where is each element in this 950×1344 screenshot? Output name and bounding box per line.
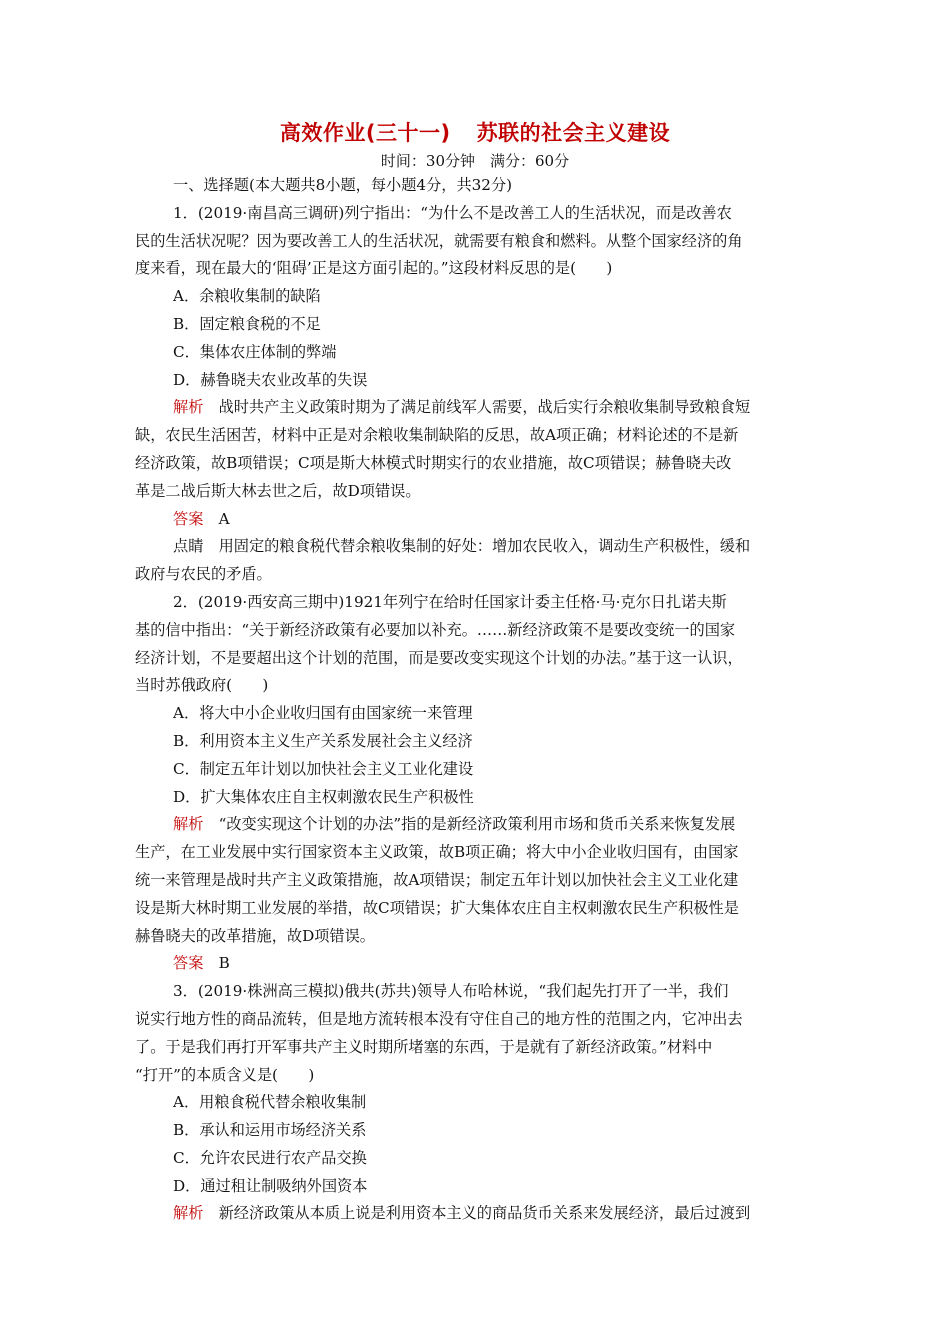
title-left: 高效作业(三十一) xyxy=(279,121,451,145)
q1-tip-line: 点睛 用固定的粮食税代替余粮收集制的好处：增加农民收入，调动生产积极性，缓和 xyxy=(173,537,751,556)
q2-option-c: C．制定五年计划以加快社会主义工业化建设 xyxy=(173,759,474,778)
time-score: 时间：30分钟 满分：60分 xyxy=(380,152,570,170)
q2-analysis-line xyxy=(135,811,815,839)
answer-label: 答案 xyxy=(173,954,204,973)
q1-option-b: B．固定粮食税的不足 xyxy=(173,314,321,333)
q2-stem-line: 2．(2019·西安高三期中)1921年列宁在给时任国家计委主任格·马·克尔日扎诺夫斯 xyxy=(173,592,727,611)
title-right: 苏联的社会主义建设 xyxy=(476,121,671,145)
q2-stem-line: 基的信中指出：“关于新经济政策有必要加以补充。……新经济政策不是要改变统一的国家 xyxy=(135,620,736,639)
q3-stem-line: “打开”的本质含义是( ) xyxy=(135,1065,315,1084)
answer-label: 答案 xyxy=(173,509,204,528)
q3-analysis-line xyxy=(135,1200,815,1228)
analysis-text: 战时共产主义政策时期为了满足前线军人需要，战后实行余粮收集制导致粮食短 xyxy=(203,398,751,417)
q2-option-d: D．扩大集体农庄自主权刺激农民生产积极性 xyxy=(173,787,474,806)
section-heading: 一、选择题(本大题共8小题，每小题4分，共32分) xyxy=(173,176,513,194)
q2-analysis-line: 设是斯大林时期工业发展的举措，故C项错误；扩大集体农庄自主权刺激农民生产积极性是 xyxy=(135,898,739,917)
q1-analysis-line: 革是二战后斯大林去世之后，故D项错误。 xyxy=(135,481,421,500)
q3-stem-line: 了。于是我们再打开军事共产主义时期所堵塞的东西，于是就有了新经济政策。”材料中 xyxy=(135,1037,713,1056)
analysis-text: 新经济政策从本质上说是利用资本主义的商品货币关系来发展经济，最后过渡到 xyxy=(203,1204,751,1223)
q1-analysis-line: 缺，农民生活困苦，材料中正是对余粮收集制缺陷的反思，故A项正确；材料论述的不是新 xyxy=(135,426,739,445)
q1-tip-line: 政府与农民的矛盾。 xyxy=(135,565,272,584)
q2-option-b: B．利用资本主义生产关系发展社会主义经济 xyxy=(173,731,473,750)
q2-option-a: A．将大中小企业收归国有由国家统一来管理 xyxy=(173,704,473,723)
q1-stem-line: 度来看，现在最大的‘阻碍’正是这方面引起的。”这段材料反思的是( ) xyxy=(135,259,613,278)
answer-value: A xyxy=(203,509,230,528)
q3-stem-line: 3．(2019·株洲高三模拟)俄共(苏共)领导人布哈林说，“我们起先打开了一半，我们 xyxy=(173,982,729,1001)
q3-option-d: D．通过租让制吸纳外国资本 xyxy=(173,1176,368,1195)
q2-analysis-line: 生产，在工业发展中实行国家资本主义政策，故B项正确；将大中小企业收归国有，由国家 xyxy=(135,843,739,862)
q1-option-d: D．赫鲁晓夫农业改革的失误 xyxy=(173,370,368,389)
analysis-label: 解析 xyxy=(173,1204,204,1223)
q1-answer-line xyxy=(135,506,815,534)
page-title xyxy=(135,118,815,148)
q1-option-c: C．集体农庄体制的弊端 xyxy=(173,342,337,361)
q2-analysis-line: 赫鲁晓夫的改革措施，故D项错误。 xyxy=(135,926,375,945)
q3-option-a: A．用粮食税代替余粮收集制 xyxy=(173,1093,367,1112)
q1-option-a: A．余粮收集制的缺陷 xyxy=(173,287,321,306)
analysis-label: 解析 xyxy=(173,815,204,834)
q2-stem-line: 经济计划，不是要超出这个计划的范围，而是要改变实现这个计划的办法。”基于这一认识， xyxy=(135,648,743,667)
answer-value: B xyxy=(203,954,230,973)
q3-stem-line: 说实行地方性的商品流转，但是地方流转根本没有守住自己的地方性的范围之内，它冲出去 xyxy=(135,1009,743,1028)
analysis-text: “改变实现这个计划的办法”指的是新经济政策利用市场和货币关系来恢复发展 xyxy=(203,815,736,834)
q2-answer-line xyxy=(135,950,815,978)
q3-option-b: B．承认和运用市场经济关系 xyxy=(173,1121,367,1140)
q1-analysis-line: 经济政策，故B项错误；C项是斯大林模式时期实行的农业措施，故C项错误；赫鲁晓夫改 xyxy=(135,453,732,472)
q3-option-c: C．允许农民进行农产品交换 xyxy=(173,1148,367,1167)
q1-analysis-line xyxy=(135,394,815,422)
q2-stem-line: 当时苏俄政府( ) xyxy=(135,676,269,695)
q2-analysis-line: 统一来管理是战时共产主义政策措施，故A项错误；制定五年计划以加快社会主义工业化建 xyxy=(135,870,739,889)
document-page xyxy=(135,118,815,1228)
q1-stem-line: 1．(2019·南昌高三调研)列宁指出：“为什么不是改善工人的生活状况，而是改善农 xyxy=(173,203,732,222)
q1-stem-line: 民的生活状况呢？因为要改善工人的生活状况，就需要有粮食和燃料。从整个国家经济的角 xyxy=(135,231,743,250)
analysis-label: 解析 xyxy=(173,398,204,417)
